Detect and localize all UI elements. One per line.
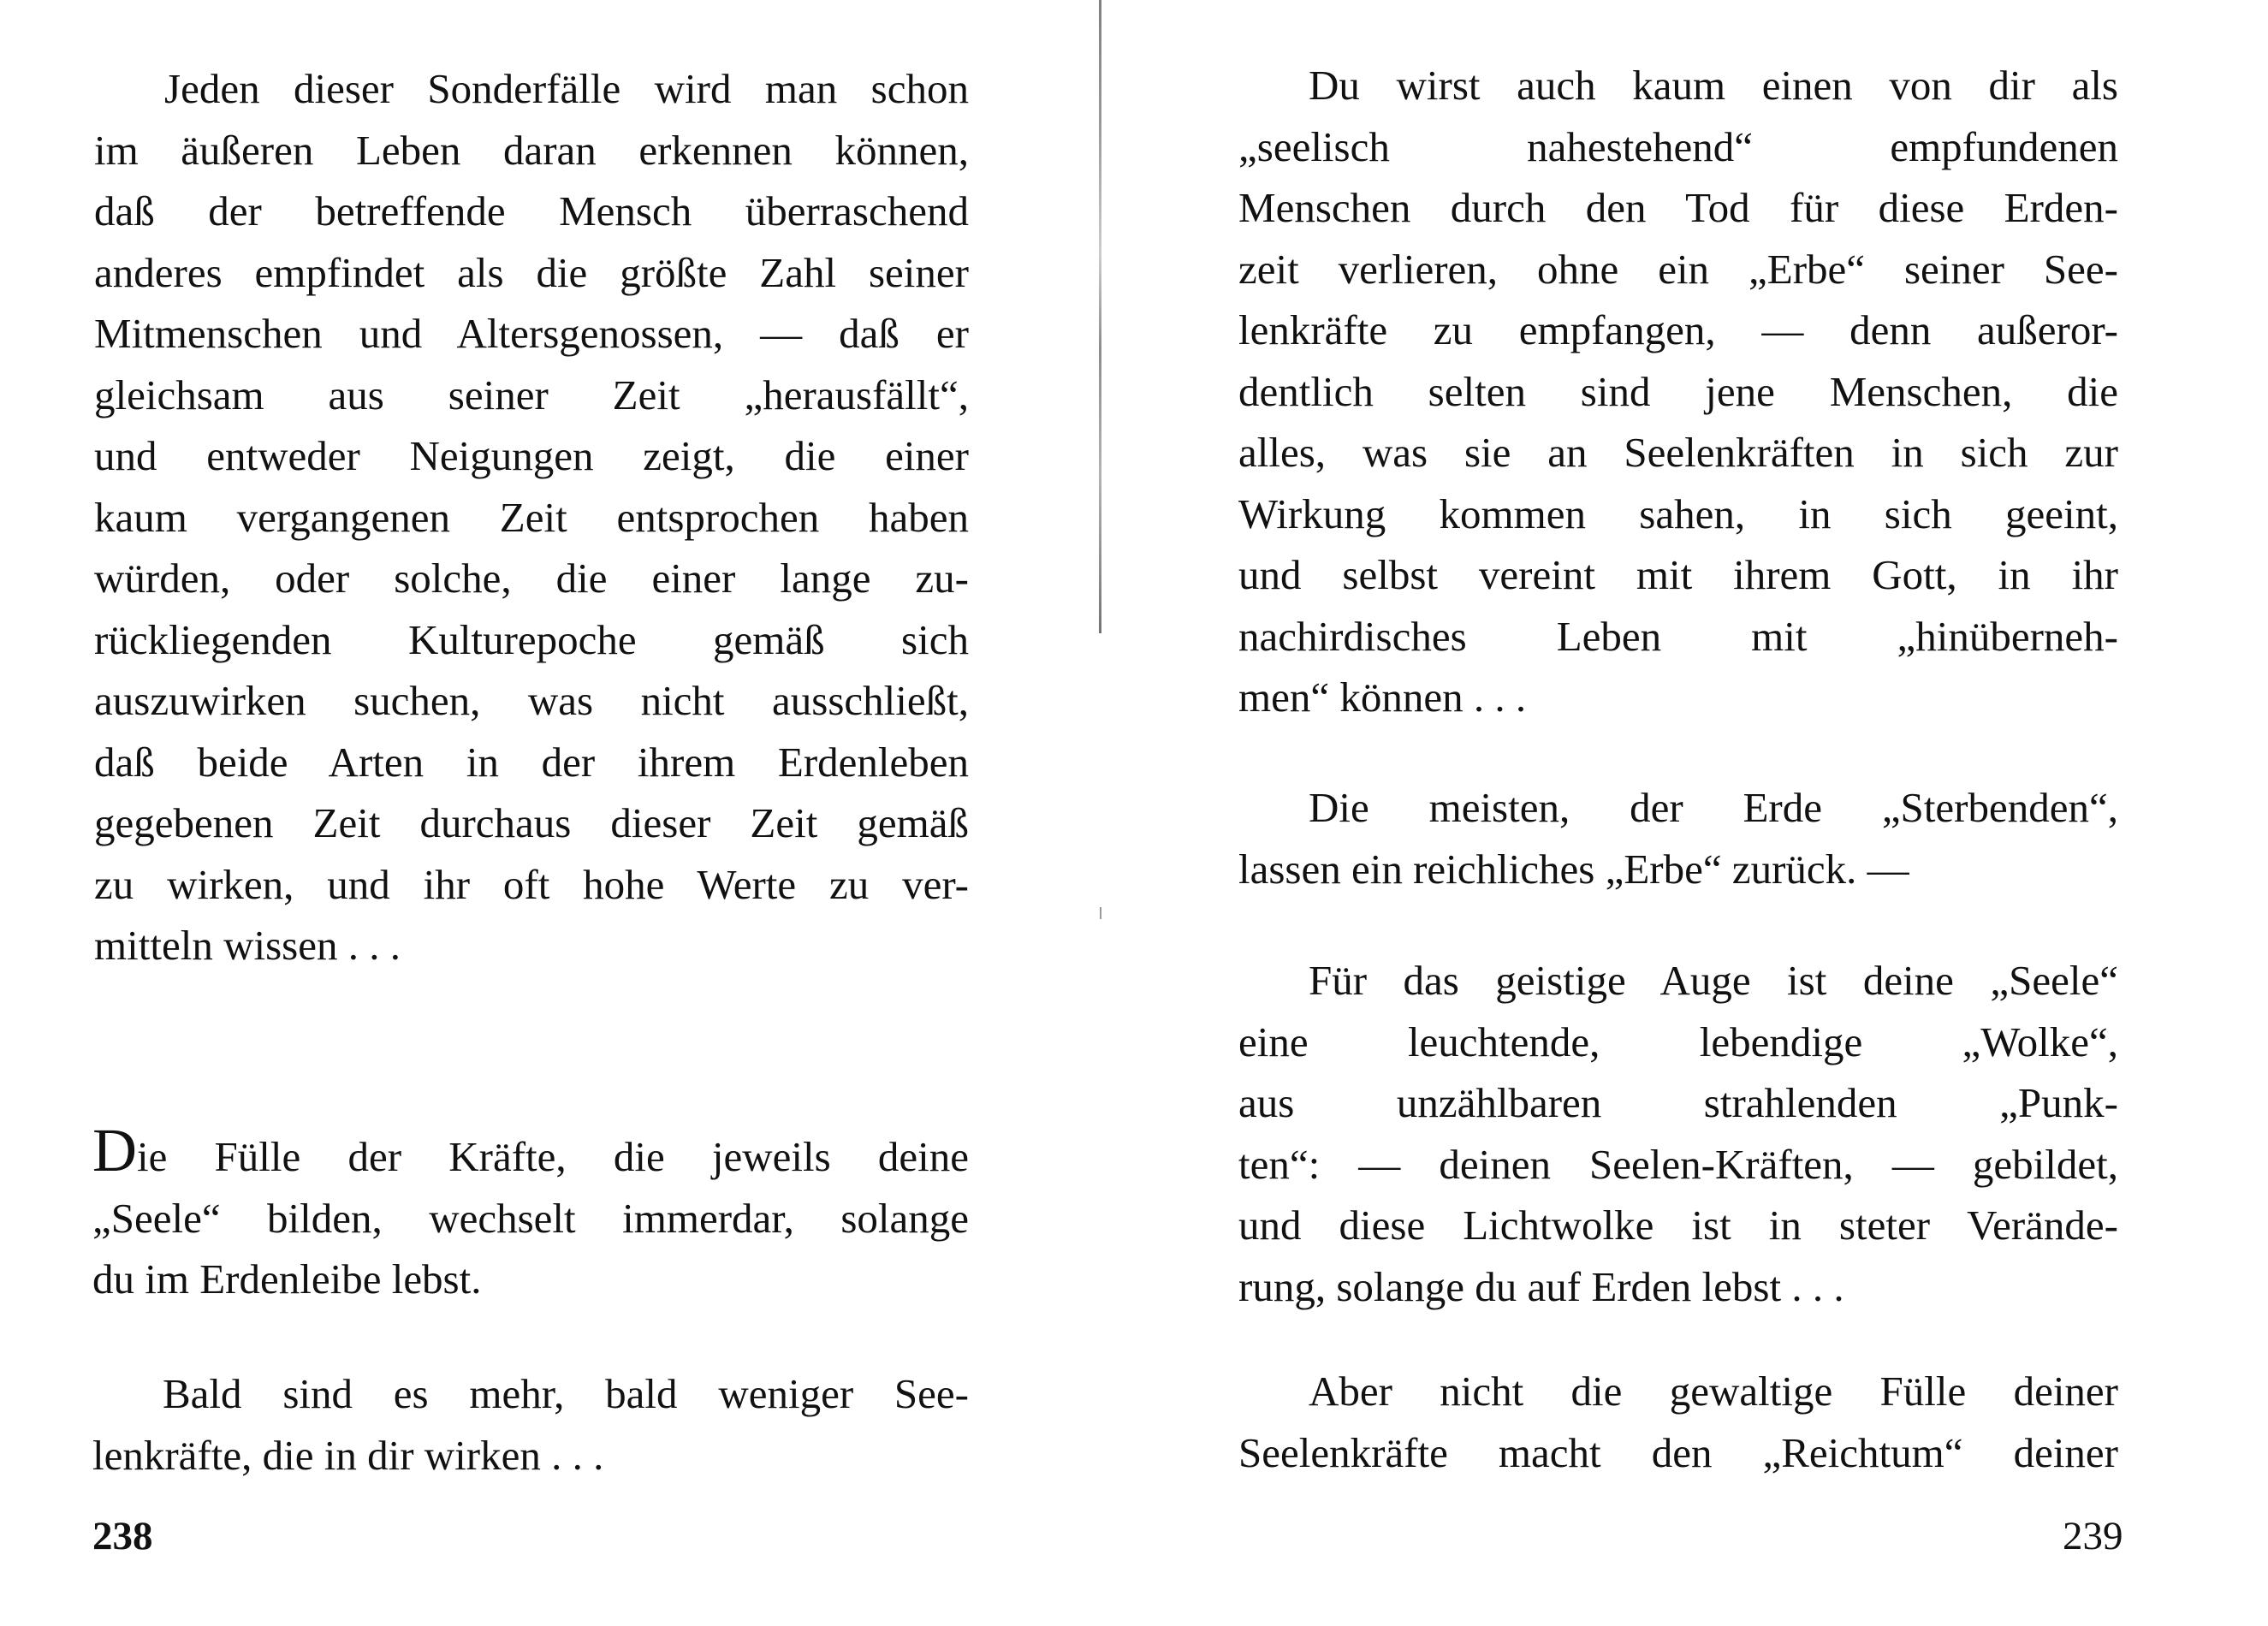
text-line: rung, solange du auf Erden lebst . . . (1238, 1262, 1844, 1310)
text-line: alles, was sie an Seelenkräften in sich zur (1238, 429, 2118, 476)
text-line: und diese Lichtwolke ist in steter Verände- (1238, 1202, 2118, 1249)
text-line: Mitmenschen und Altersgenossen, — daß er (94, 310, 969, 357)
text-line: würden, oder solche, die einer lange zu- (94, 555, 969, 602)
text-line: zu wirken, und ihr oft hohe Werte zu ver- (94, 860, 969, 908)
text-line: zeit verlieren, ohne ein „Erbe“ seiner See- (1238, 245, 2118, 293)
text-line: dentlich selten sind jene Menschen, die (1238, 367, 2118, 415)
text-line: im äußeren Leben daran erkennen können, (94, 126, 969, 174)
text-line: Bald sind es mehr, bald weniger See- (163, 1370, 969, 1417)
text-line: gegebenen Zeit durchaus dieser Zeit gemäß (94, 799, 969, 846)
left-page (0, 0, 1104, 1626)
text-line: lenkräfte, die in dir wirken . . . (92, 1431, 604, 1479)
text-line: auszuwirken suchen, was nicht ausschließt, (94, 677, 969, 724)
text-line: kaum vergangenen Zeit entsprochen haben (94, 493, 969, 541)
text-line: daß beide Arten in der ihrem Erdenleben (94, 738, 969, 786)
text-line: ten“: — deinen Seelen-Kräften, — gebildet, (1238, 1140, 2118, 1188)
text-line: lassen ein reichliches „Erbe“ zurück. — (1238, 845, 1909, 893)
page-number: 238 (92, 1514, 153, 1558)
text-line: „seelisch nahestehend“ empfundenen (1238, 122, 2118, 170)
text-line: Du wirst auch kaum einen von dir als (1309, 62, 2118, 109)
text-line: Seelenkräfte macht den „Reichtum“ deiner (1238, 1428, 2118, 1476)
text-line: Aber nicht die gewaltige Fülle deiner (1309, 1368, 2118, 1415)
text-line: und selbst vereint mit ihrem Gott, in ihr (1238, 551, 2118, 598)
paragraph (92, 1363, 969, 1486)
text-line: „Seele“ bilden, wechselt immerdar, solange (92, 1194, 969, 1242)
text-line (92, 1116, 969, 1188)
text-line: Für das geistige Auge ist deine „Seele“ (1309, 957, 2118, 1004)
text-line: gleichsam aus seiner Zeit „herausfällt“, (94, 371, 969, 418)
text-line: mitteln wissen . . . (94, 922, 401, 969)
paragraph (1238, 1361, 2118, 1483)
text-line: aus unzählbaren strahlenden „Punk- (1238, 1079, 2118, 1126)
paragraph (92, 1116, 969, 1310)
text-line: rückliegenden Kulturepoche gemäß sich (94, 615, 969, 663)
text-line: Die meisten, der Erde „Sterbenden“, (1309, 784, 2118, 831)
paragraph (94, 58, 969, 976)
text-line: eine leuchtende, lebendige „Wolke“, (1238, 1018, 2118, 1065)
text-line-rest: ie Fülle der Kräfte, die jeweils deine (137, 1133, 969, 1180)
text-line: Jeden dieser Sonderfälle wird man schon (164, 65, 969, 112)
paragraph (1238, 950, 2118, 1317)
text-line: anderes empfindet als die größte Zahl seiner (94, 248, 969, 296)
paragraph (1238, 55, 2118, 728)
text-line: Menschen durch den Tod für diese Erden- (1238, 184, 2118, 231)
drop-cap: D (92, 1116, 137, 1184)
text-line: daß der betreffende Mensch überraschend (94, 187, 969, 234)
page-number: 239 (2063, 1514, 2123, 1558)
text-line: nachirdisches Leben mit „hinüberneh- (1238, 612, 2118, 660)
text-line: lenkräfte zu empfangen, — denn außeror- (1238, 306, 2118, 353)
text-line: du im Erdenleibe lebst. (92, 1255, 482, 1303)
text-line: men“ können . . . (1238, 674, 1527, 721)
text-line: Wirkung kommen sahen, in sich geeint, (1238, 490, 2118, 537)
paragraph (1238, 777, 2118, 899)
text-line: und entweder Neigungen zeigt, die einer (94, 432, 969, 479)
